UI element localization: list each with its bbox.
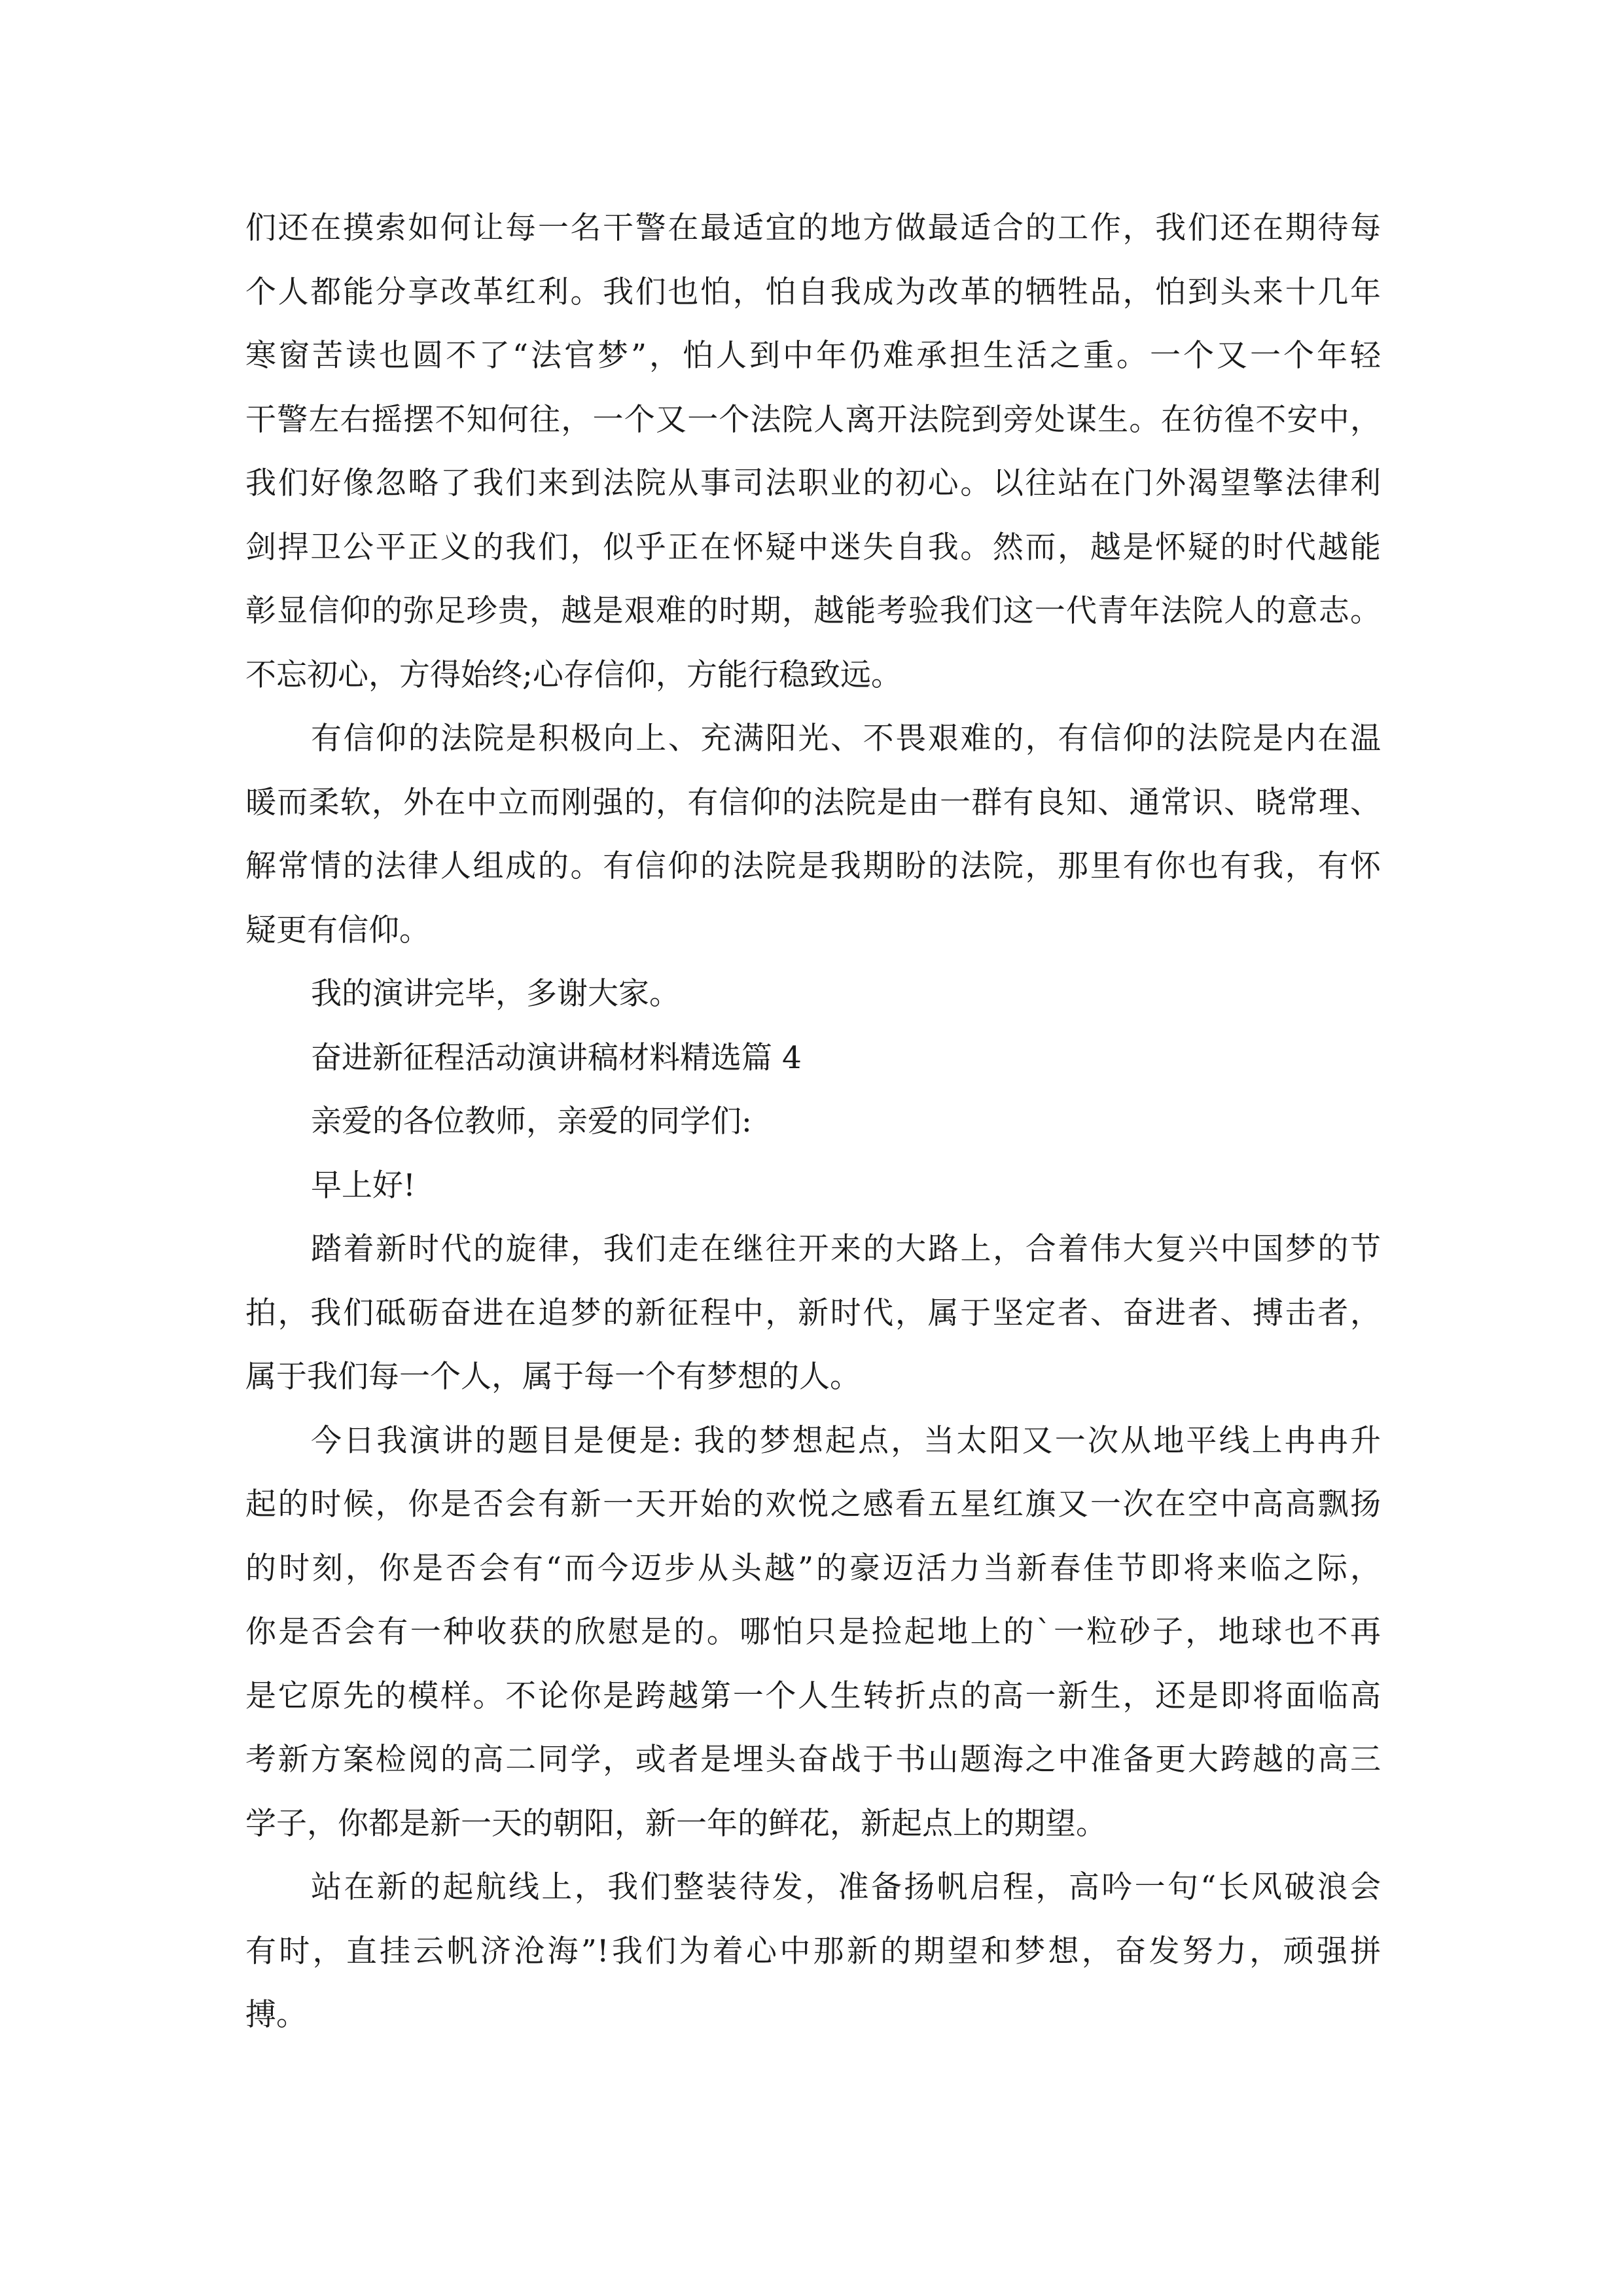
greeting: 早上好! — [311, 1167, 416, 1204]
text-line: 起的时候，你是否会有新一天开始的欢悦之感看五星红旗又一次在空中高高飘扬 — [245, 1486, 1381, 1522]
text-line: 站在新的起航线上，我们整装待发，准备扬帆启程，高吟一句“长风破浪会 — [311, 1869, 1381, 1905]
text-line: 你是否会有一种收获的欣慰是的。哪怕只是捡起地上的`一粒砂子，地球也不再 — [245, 1614, 1381, 1650]
text-line: 今日我演讲的题目是便是: 我的梦想起点，当太阳又一次从地平线上冉冉升 — [311, 1422, 1381, 1459]
salutation: 亲爱的各位教师，亲爱的同学们: — [311, 1103, 752, 1139]
text-line: 的时刻，你是否会有“而今迈步从头越”的豪迈活力当新春佳节即将来临之际， — [245, 1550, 1381, 1587]
text-line: 我们好像忽略了我们来到法院从事司法职业的初心。以往站在门外渴望擎法律利 — [245, 465, 1381, 501]
text-line: 属于我们每一个人，属于每一个有梦想的人。 — [245, 1359, 861, 1395]
text-line: 个人都能分享改革红利。我们也怕，怕自我成为改革的牺牲品，怕到头来十几年 — [245, 274, 1381, 310]
text-line: 搏。 — [245, 1997, 307, 2033]
document-body — [245, 196, 1381, 2047]
text-line: 剑捍卫公平正义的我们，似乎正在怀疑中迷失自我。然而，越是怀疑的时代越能 — [245, 529, 1381, 565]
text-line: 干警左右摇摆不知何往，一个又一个法院人离开法院到旁处谋生。在彷徨不安中， — [245, 401, 1381, 438]
text-line: 我的演讲完毕，多谢大家。 — [311, 976, 680, 1012]
text-line: 考新方案检阅的高二同学，或者是埋头奋战于书山题海之中准备更大跨越的高三 — [245, 1742, 1381, 1778]
section-heading: 奋进新征程活动演讲稿材料精选篇 4 — [311, 1039, 802, 1076]
text-line: 寒窗苦读也圆不了“法官梦”，怕人到中年仍难承担生活之重。一个又一个年轻 — [245, 338, 1381, 374]
text-line: 是它原先的模样。不论你是跨越第一个人生转折点的高一新生，还是即将面临高 — [245, 1677, 1381, 1714]
text-line: 踏着新时代的旋律，我们走在继往开来的大路上，合着伟大复兴中国梦的节 — [311, 1231, 1381, 1267]
text-line: 暖而柔软，外在中立而刚强的，有信仰的法院是由一群有良知、通常识、晓常理、 — [245, 784, 1381, 821]
text-line: 有时，直挂云帆济沧海”!我们为着心中那新的期望和梦想，奋发努力，顽强拼 — [245, 1933, 1381, 1969]
text-line: 学子，你都是新一天的朝阳，新一年的鲜花，新起点上的期望。 — [245, 1805, 1107, 1842]
text-line: 疑更有信仰。 — [245, 912, 430, 948]
text-line: 不忘初心，方得始终;心存信仰，方能行稳致远。 — [245, 656, 902, 693]
text-line: 有信仰的法院是积极向上、充满阳光、不畏艰难的，有信仰的法院是内在温 — [311, 721, 1381, 757]
text-line: 们还在摸索如何让每一名干警在最适宜的地方做最适合的工作，我们还在期待每 — [245, 210, 1381, 246]
text-line: 拍，我们砥砺奋进在追梦的新征程中，新时代，属于坚定者、奋进者、搏击者， — [245, 1295, 1381, 1331]
text-line: 彰显信仰的弥足珍贵，越是艰难的时期，越能考验我们这一代青年法院人的意志。 — [245, 593, 1381, 629]
text-line: 解常情的法律人组成的。有信仰的法院是我期盼的法院，那里有你也有我，有怀 — [245, 848, 1381, 884]
